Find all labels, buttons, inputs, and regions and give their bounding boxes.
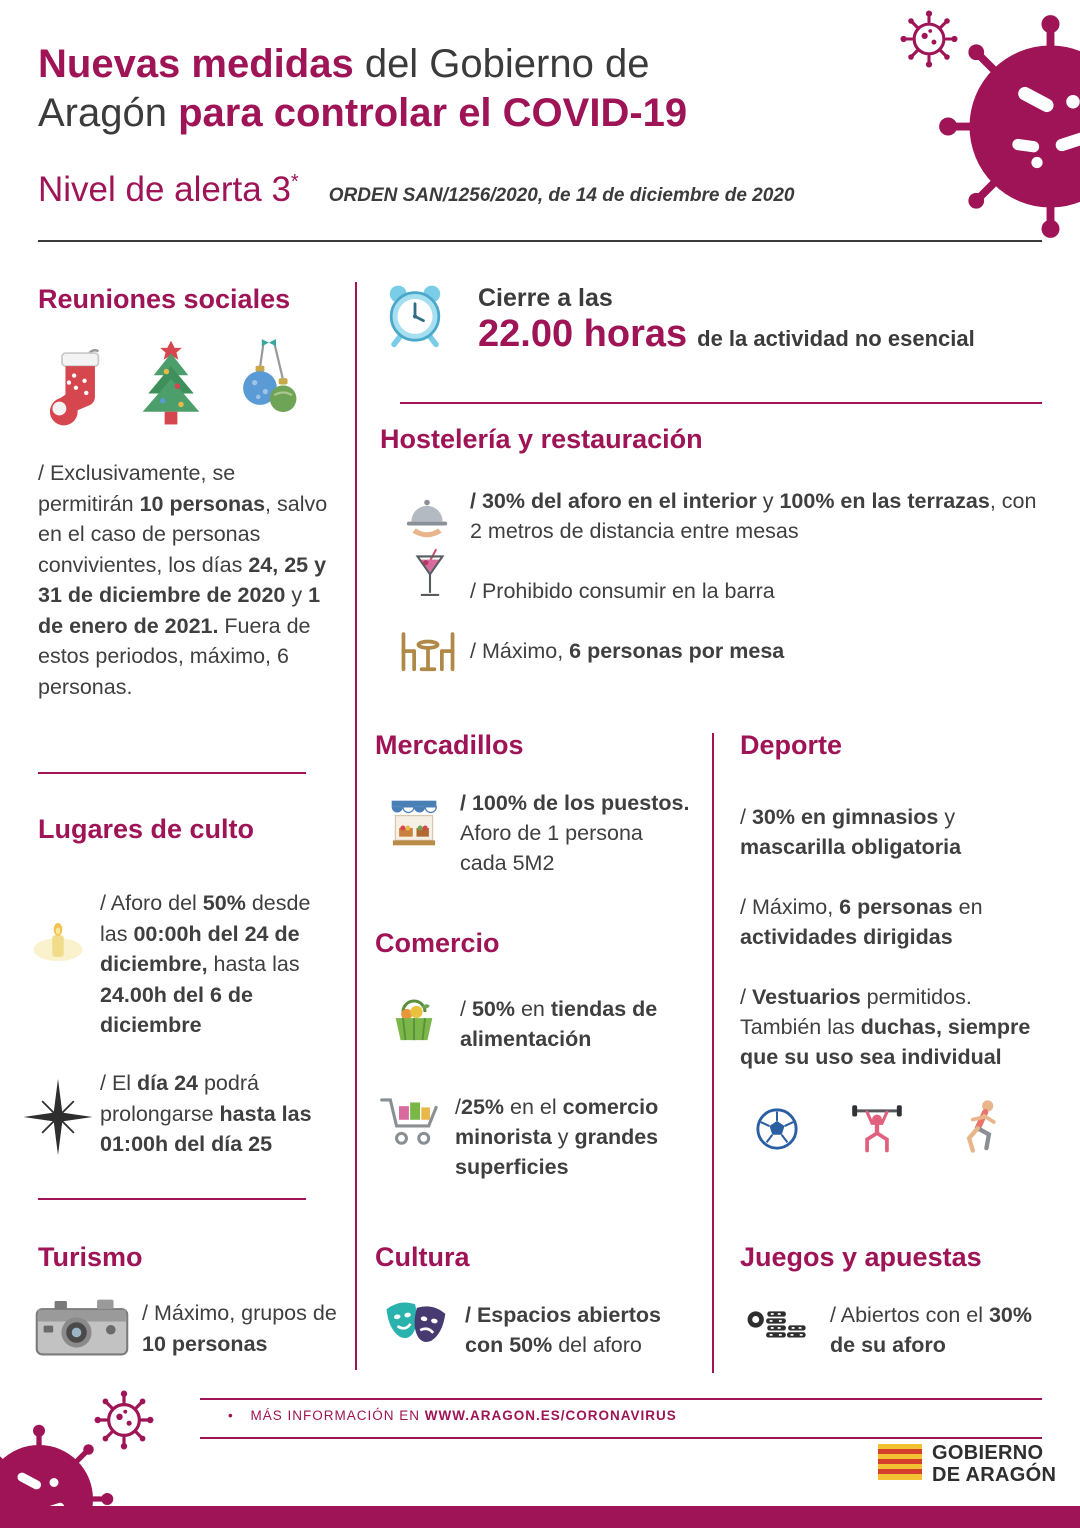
footer-bullet: • <box>228 1408 234 1423</box>
logo-line-2: DE ARAGÓN <box>932 1464 1057 1487</box>
column-divider-right <box>712 733 714 1373</box>
culto-item-1: / Aforo del 50% desde las 00:00h del 24 de diciembre, hasta las 24.00h del 6 de diciembre <box>100 891 311 1038</box>
turismo-item-1: / Máximo, grupos de 10 personas <box>142 1301 337 1356</box>
shopping-cart-icon <box>378 1090 446 1157</box>
footer-info-label: MÁS INFORMACIÓN EN <box>250 1408 425 1423</box>
table-chairs-icon <box>396 622 460 681</box>
running-icon <box>948 1096 1010 1163</box>
cocktail-icon <box>404 546 456 613</box>
hosteleria-item-1: / 30% del aforo en el interior y 100% en las terrazas, con 2 metros de distancia entre mesas <box>470 489 1037 544</box>
star-icon <box>22 1078 94 1161</box>
grocery-basket-icon <box>383 990 445 1053</box>
virus-icon-large <box>938 14 1080 244</box>
sports-icons <box>748 1096 1010 1163</box>
mercadillos-item-1: / 100% de los puestos. Aforo de 1 persona cada 5M2 <box>460 791 690 876</box>
alarm-clock-icon <box>380 280 450 355</box>
soccer-ball-icon <box>748 1100 806 1163</box>
closure-label: Cierre a las <box>478 284 613 312</box>
christmas-stocking-icon <box>36 340 114 437</box>
title-line-1: Nuevas medidas del Gobierno de <box>38 42 650 86</box>
cultura-item-1: / Espacios abiertos con 50% del aforo <box>465 1303 661 1358</box>
camera-icon <box>34 1294 130 1365</box>
closure-block <box>478 284 975 356</box>
deporte-item-2: / Máximo, 6 personas en actividades dirigidas <box>740 895 983 950</box>
alert-level-text: Nivel de alerta 3 <box>38 170 291 209</box>
footer-divider-top <box>200 1398 1042 1400</box>
section-title-deporte: Deporte <box>740 730 843 760</box>
section-title-culto: Lugares de culto <box>38 814 255 844</box>
footer-link[interactable]: WWW.ARAGON.ES/CORONAVIRUS <box>424 1408 677 1423</box>
section-title-hosteleria: Hostelería y restauración <box>380 424 703 454</box>
culto-item-2: / El día 24 podrá prolongarse hasta las 01:00h del día 25 <box>100 1071 312 1157</box>
bottom-accent-bar <box>0 1506 1080 1528</box>
section-title-turismo: Turismo <box>38 1242 143 1272</box>
hosteleria-item-2: / Prohibido consumir en la barra <box>470 579 775 603</box>
alert-level <box>38 170 299 210</box>
title-line-2: Aragón para controlar el COVID-19 <box>38 90 688 135</box>
left-divider-1 <box>38 772 306 774</box>
closure-line <box>478 313 975 356</box>
closure-divider <box>400 402 1042 404</box>
column-divider-left <box>355 282 357 1370</box>
page-title <box>38 40 898 138</box>
gobierno-aragon-logo <box>878 1442 1056 1487</box>
poker-chips-icon <box>744 1294 808 1357</box>
left-divider-2 <box>38 1198 306 1200</box>
footer-info <box>228 1408 677 1423</box>
section-title-mercadillos: Mercadillos <box>375 730 524 760</box>
closure-scope: de la actividad no esencial <box>697 326 975 351</box>
market-stall-icon <box>383 792 445 859</box>
section-title-juegos: Juegos y apuestas <box>740 1242 982 1272</box>
section-title-comercio: Comercio <box>375 928 500 958</box>
closure-time: 22.00 horas <box>478 313 688 355</box>
logo-text <box>932 1442 1056 1487</box>
footer-divider-bottom <box>200 1437 1042 1439</box>
weightlifting-icon <box>846 1096 908 1163</box>
section-title-reuniones: Reuniones sociales <box>38 284 291 314</box>
alert-asterisk: * <box>290 171 299 193</box>
header-divider <box>38 240 1042 242</box>
order-reference: ORDEN SAN/1256/2020, de 14 de diciembre de 2020 <box>328 185 795 206</box>
christmas-icons <box>36 334 308 437</box>
christmas-tree-icon <box>130 334 212 437</box>
christmas-ornaments-icon <box>228 336 308 437</box>
deporte-item-1: / 30% en gimnasios y mascarilla obligatoria <box>740 805 962 860</box>
deporte-item-3: / Vestuarios permitidos. También las duchas, siempre que su uso sea individual <box>740 985 1031 1070</box>
juegos-item-1: / Abiertos con el 30% de su aforo <box>830 1303 1032 1358</box>
alert-row <box>38 170 794 210</box>
theater-masks-icon <box>378 1292 452 1363</box>
hosteleria-item-3: / Máximo, 6 personas por mesa <box>470 639 785 663</box>
comercio-item-1: / 50% en tiendas de alimentación <box>460 997 658 1052</box>
cloche-icon <box>398 488 456 549</box>
candle-icon <box>22 905 94 982</box>
comercio-item-2: /25% en el comercio minorista y grandes superficies <box>455 1095 659 1180</box>
aragon-flag-icon <box>878 1444 922 1485</box>
reuniones-text: / Exclusivamente, se permitirán 10 personas, salvo en el caso de personas convivientes, los días 24, 25 y 31 de diciembre de 2020 y 1 de enero de 2021. Fuera de estos periodos, máximo, 6 personas. <box>38 461 328 699</box>
logo-line-1: GOBIERNO <box>932 1442 1044 1464</box>
section-title-cultura: Cultura <box>375 1242 470 1272</box>
